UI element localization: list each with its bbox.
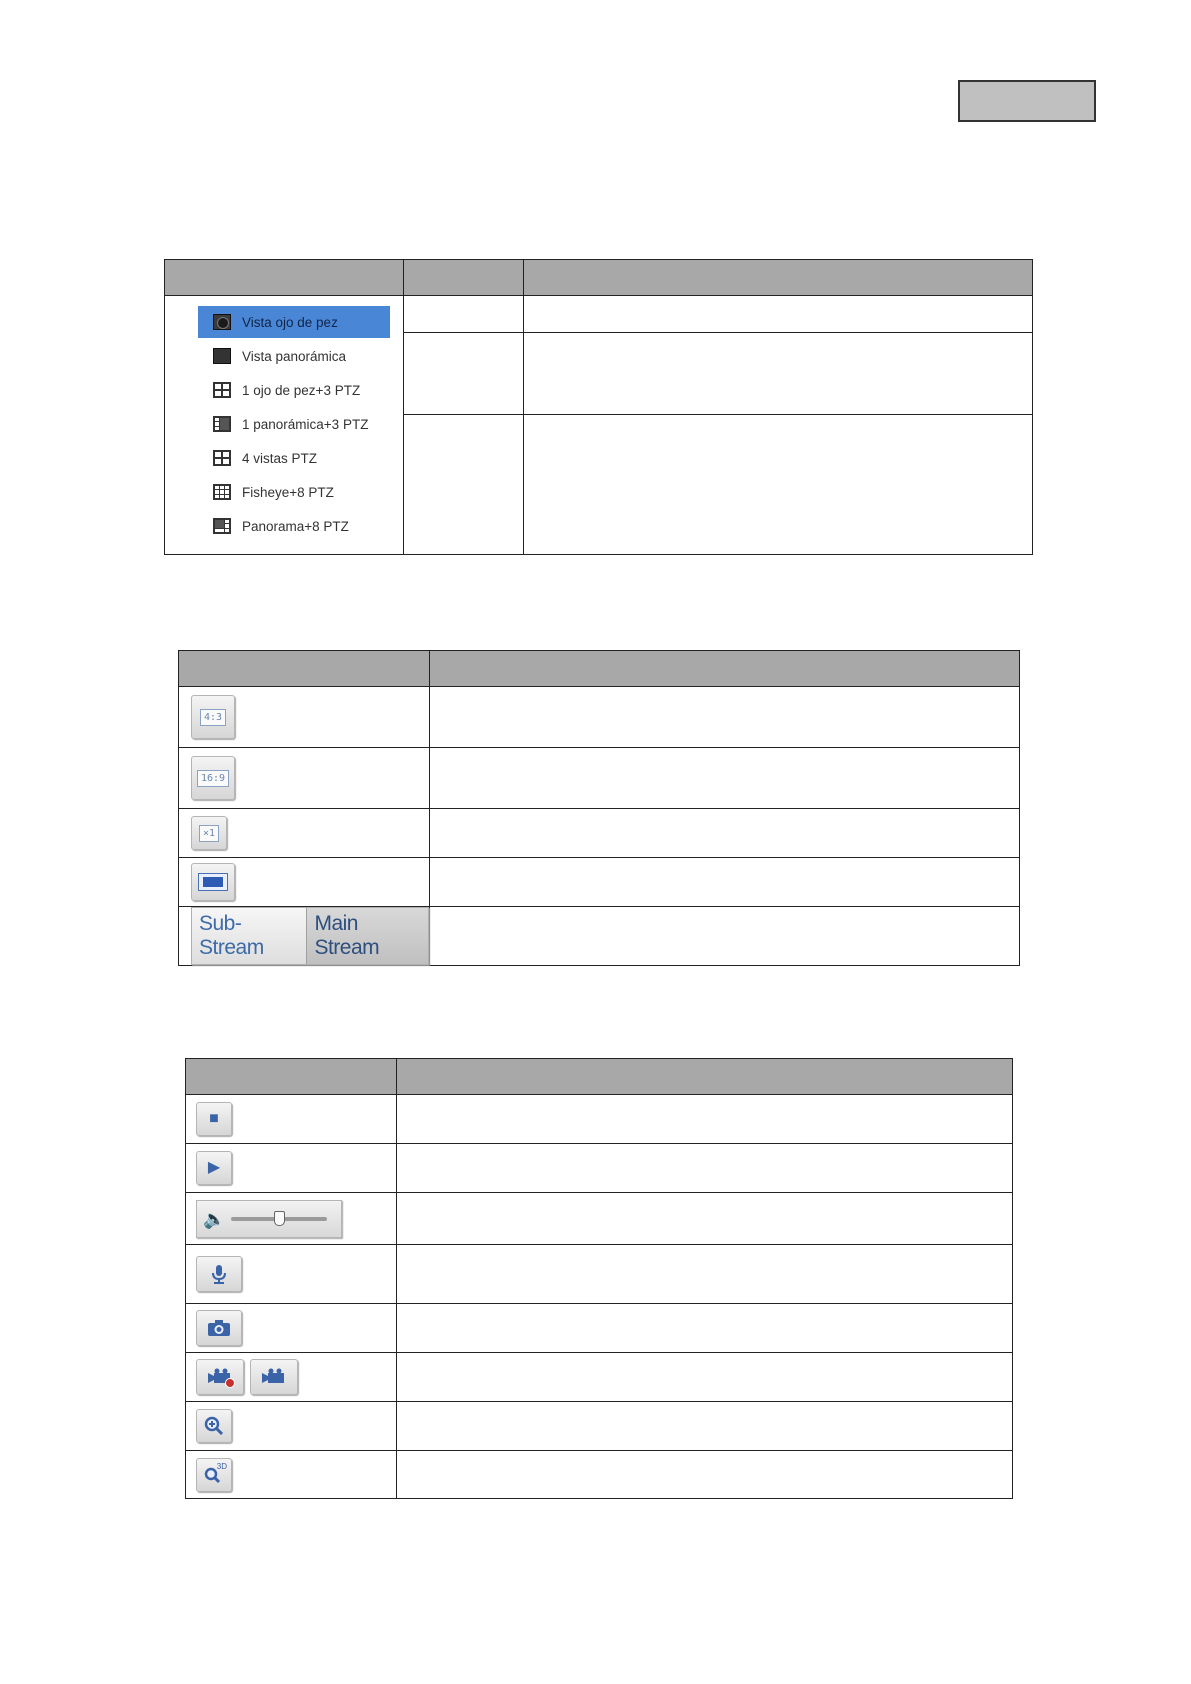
table-cell <box>179 748 430 809</box>
table-header-row <box>186 1059 1013 1095</box>
table-cell <box>186 1451 397 1499</box>
stop-icon: ■ <box>209 1110 219 1127</box>
menu-item-label: 1 panorámica+3 PTZ <box>242 416 369 432</box>
menu-item-fisheye-3ptz[interactable] <box>198 374 390 406</box>
menu-item-label: 4 vistas PTZ <box>242 450 318 466</box>
record-button[interactable] <box>196 1359 244 1395</box>
record-stop-icon <box>260 1368 288 1386</box>
table-cell <box>186 1402 397 1451</box>
microphone-button[interactable] <box>196 1256 242 1292</box>
table-cell <box>186 1353 397 1402</box>
header-cell <box>524 260 1033 296</box>
table-cell <box>397 1451 1013 1499</box>
page-label-box <box>958 80 1096 122</box>
header-cell <box>404 260 524 296</box>
table-cell <box>186 1095 397 1144</box>
play-icon: ▶ <box>207 1159 221 1176</box>
header-cell <box>397 1059 1013 1095</box>
table-cell <box>179 907 430 966</box>
menu-item-panorama-3ptz[interactable] <box>198 408 390 440</box>
record-stop-button[interactable] <box>250 1359 298 1395</box>
volume-slider-thumb[interactable] <box>274 1211 285 1226</box>
menu-item-panorama-view[interactable] <box>198 340 390 372</box>
camera-snapshot-icon <box>207 1319 231 1337</box>
menu-item-panorama-8ptz[interactable] <box>198 510 390 542</box>
menu-item-label: 1 ojo de pez+3 PTZ <box>242 382 361 398</box>
table-cell <box>430 858 1020 907</box>
table-cell <box>397 1095 1013 1144</box>
record-controls <box>196 1359 298 1395</box>
table-cell <box>430 687 1020 748</box>
header-cell <box>430 651 1020 687</box>
display-controls-table <box>178 650 1020 966</box>
header-cell <box>186 1059 397 1095</box>
table-cell <box>397 1402 1013 1451</box>
view-mode-menu <box>198 306 403 542</box>
aspect-ratio-4-3-button[interactable] <box>191 695 235 739</box>
volume-icon[interactable]: 🔈 <box>203 1208 226 1229</box>
main-stream-button[interactable]: Main Stream <box>306 908 428 964</box>
zoom-3d-label: 3D <box>216 1461 227 1471</box>
volume-slider[interactable] <box>231 1217 327 1221</box>
menu-item-four-ptz[interactable] <box>198 442 390 474</box>
table-cell <box>179 809 430 858</box>
header-cell <box>179 651 430 687</box>
zoom-3d-button[interactable] <box>196 1458 232 1492</box>
view-mode-menu-cell <box>165 296 404 555</box>
table-cell <box>186 1144 397 1193</box>
menu-item-label: Vista panorámica <box>242 348 347 364</box>
volume-control <box>196 1200 342 1238</box>
table-cell <box>430 748 1020 809</box>
menu-item-label: Vista ojo de pez <box>242 314 338 330</box>
fisheye-3ptz-layout-icon <box>213 382 231 398</box>
sub-stream-button[interactable]: Sub-Stream <box>192 908 306 964</box>
table-cell <box>179 687 430 748</box>
four-ptz-layout-icon <box>213 450 231 466</box>
fill-window-button[interactable] <box>191 863 235 901</box>
table-cell <box>430 907 1020 966</box>
stop-button[interactable] <box>196 1102 232 1136</box>
microphone-icon <box>210 1264 228 1284</box>
fisheye-view-icon <box>213 314 231 330</box>
zoom-in-button[interactable] <box>196 1409 232 1443</box>
menu-item-label: Panorama+8 PTZ <box>242 518 349 534</box>
table-cell <box>524 415 1033 555</box>
table-cell <box>397 1304 1013 1353</box>
panorama-8ptz-layout-icon <box>213 518 231 534</box>
table-cell <box>524 333 1033 415</box>
original-size-icon: ×1 <box>199 825 219 842</box>
table-cell <box>430 809 1020 858</box>
table-cell <box>397 1353 1013 1402</box>
view-mode-table <box>164 259 1033 555</box>
menu-item-fisheye-view[interactable] <box>198 306 390 338</box>
menu-item-fisheye-8ptz[interactable] <box>198 476 390 508</box>
stream-toggle <box>191 907 429 965</box>
aspect-ratio-4-3-icon: 4:3 <box>200 709 226 726</box>
zoom-in-icon <box>204 1416 224 1436</box>
panorama-3ptz-layout-icon <box>213 416 231 432</box>
menu-item-label: Fisheye+8 PTZ <box>242 484 334 500</box>
table-cell <box>179 858 430 907</box>
original-size-button[interactable] <box>191 816 227 850</box>
table-cell <box>524 296 1033 333</box>
table-cell <box>186 1245 397 1304</box>
table-cell <box>397 1144 1013 1193</box>
panorama-view-icon <box>213 348 231 364</box>
play-button[interactable] <box>196 1151 232 1185</box>
snapshot-button[interactable] <box>196 1310 242 1346</box>
aspect-ratio-16-9-icon: 16:9 <box>197 770 229 787</box>
table-cell <box>397 1245 1013 1304</box>
table-cell <box>186 1193 397 1245</box>
record-indicator-dot <box>225 1378 235 1388</box>
table-cell <box>404 333 524 415</box>
playback-controls-table <box>185 1058 1013 1499</box>
table-header-row <box>165 260 1033 296</box>
table-cell <box>186 1304 397 1353</box>
table-header-row <box>179 651 1020 687</box>
table-cell <box>404 296 524 333</box>
fisheye-8ptz-layout-icon <box>213 484 231 500</box>
header-cell <box>165 260 404 296</box>
table-cell <box>397 1193 1013 1245</box>
fill-window-icon <box>198 873 228 891</box>
table-cell <box>404 415 524 555</box>
aspect-ratio-16-9-button[interactable] <box>191 756 235 800</box>
